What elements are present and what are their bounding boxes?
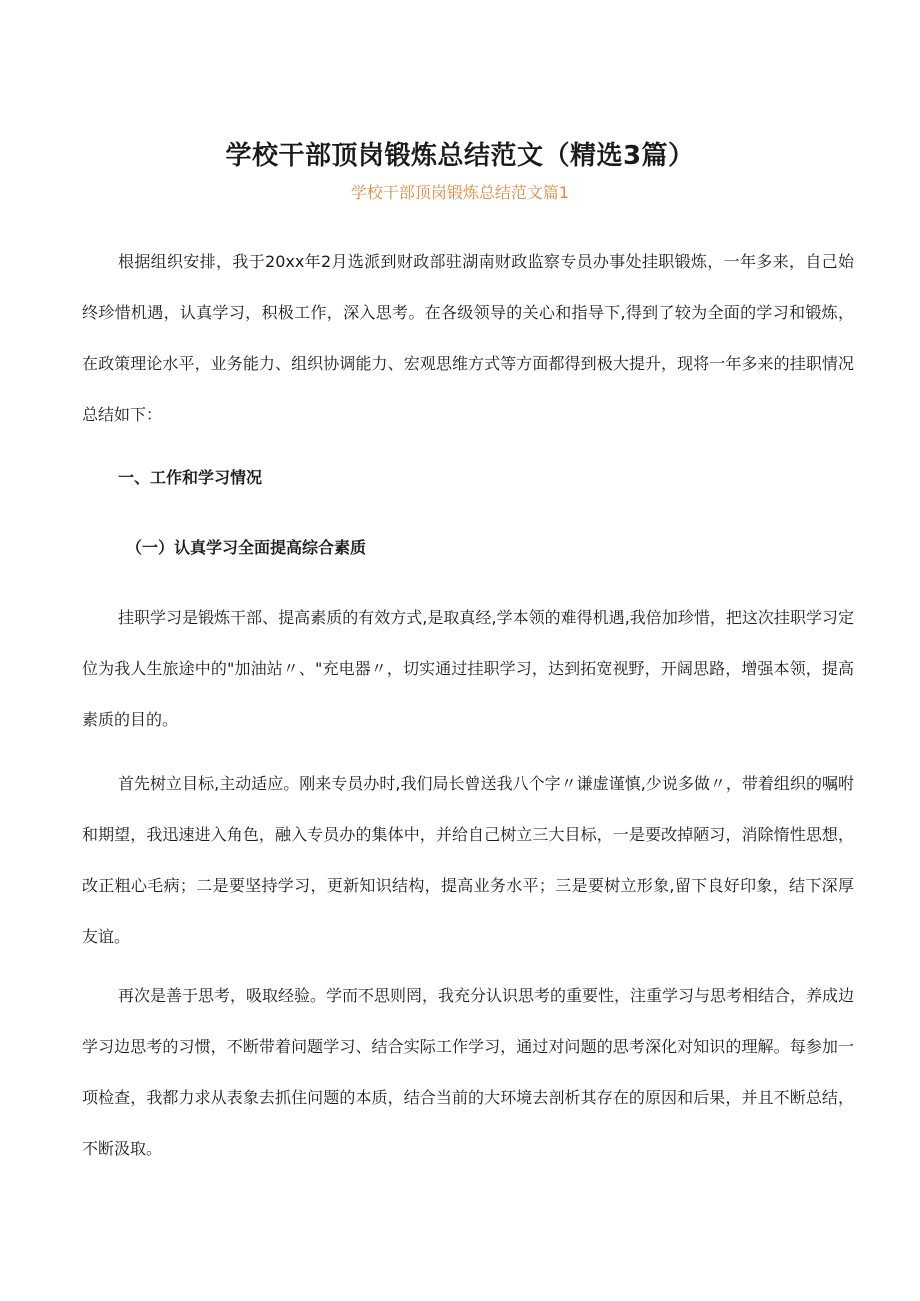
document-title: 学校干部顶岗锻炼总结范文（精选3篇）: [225, 141, 695, 172]
paragraph-intro: 根据组织安排，我于20xx年2月选派到财政部驻湖南财政监察专员办事处挂职锻炼，一年多来，自己始终珍惜机遇，认真学习，积极工作，深入思考。在各级领导的关心和指导下,得到了较为全面的学习和锻炼，在政策理论水平，业务能力、组织协调能力、宏观思维方式等方面都得到极大提升，现将一年多来的挂职情况总结如下：: [82, 252, 854, 424]
paragraph-goals: 首先树立目标,主动适应。刚来专员办时,我们局长曾送我八个字〃谦虚谨慎,少说多做〃，带着组织的嘱咐和期望，我迅速进入角色，融入专员办的集体中，并给自己树立三大目标，一是要改掉陋习，消除惰性思想，改正粗心毛病；二是要坚持学习，更新知识结构，提高业务水平；三是要树立形象,留下良好印象，结下深厚友谊。: [82, 774, 854, 946]
subsection-heading: （一）认真学习全面提高综合素质: [126, 538, 367, 557]
paragraph-study: 挂职学习是锻炼干部、提高素质的有效方式,是取真经,学本领的难得机遇,我倍加珍惜，把这次挂职学习定位为我人生旅途中的"加油站〃、"充电器〃，切实通过挂职学习，达到拓宽视野，开阔思路，增强本领，提高素质的目的。: [82, 608, 854, 729]
section-heading: 一、工作和学习情况: [118, 468, 263, 487]
document-subtitle: 学校干部顶岗锻炼总结范文篇1: [350, 183, 570, 202]
paragraph-thinking: 再次是善于思考，吸取经验。学而不思则罔，我充分认识思考的重要性，注重学习与思考相结合，养成边学习边思考的习惯，不断带着问题学习、结合实际工作学习，通过对问题的思考深化对知识的理解。每参加一项检查，我都力求从表象去抓住问题的本质，结合当前的大环境去剖析其存在的原因和后果，并且不断总结，不断汲取。: [82, 986, 855, 1158]
